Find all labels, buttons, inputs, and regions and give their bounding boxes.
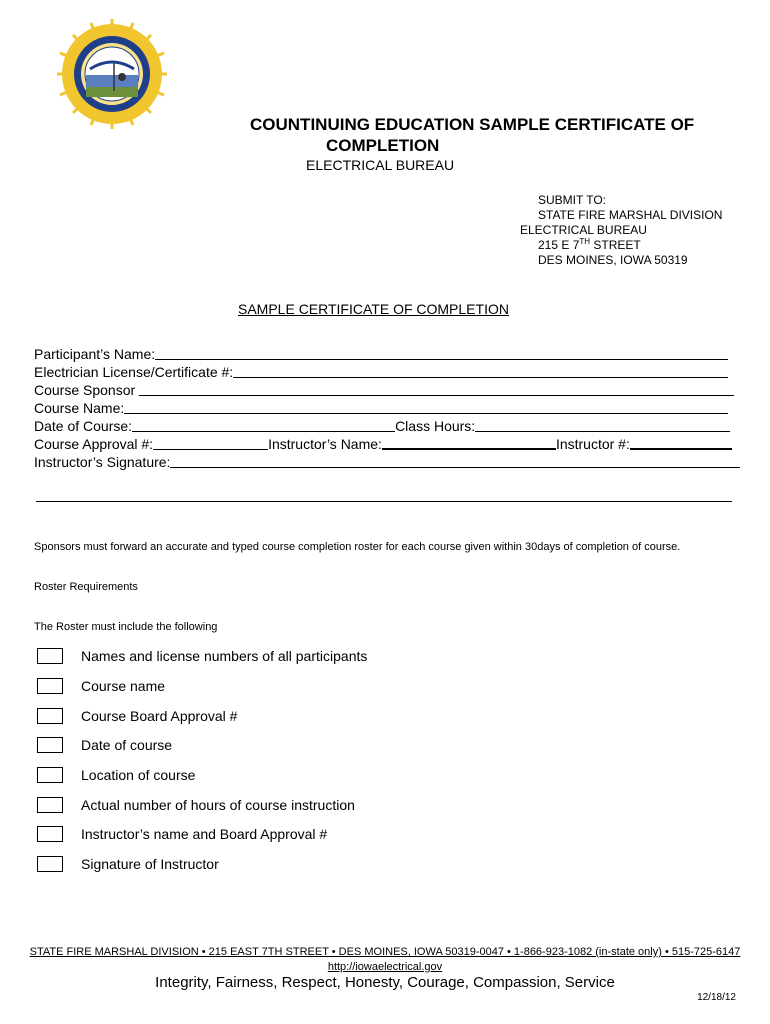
certificate-form [34,344,740,470]
participant-field[interactable] [155,346,728,360]
participant-label: Participant’s Name: [34,346,156,362]
revision-date: 12/18/12 [697,992,736,1003]
checklist-item [37,737,172,753]
checklist-item [37,678,165,694]
submit-label: SUBMIT TO: [538,193,607,207]
checkbox[interactable] [37,708,63,724]
checkbox[interactable] [37,856,63,872]
class-hours-field[interactable] [475,418,730,432]
footer-address: STATE FIRE MARSHAL DIVISION • 215 EAST 7TH STREET • DES MOINES, IOWA 50319-0047 • 1-866-923-1082 (in-state only) • 515-725-6147 [29,946,741,958]
class-hours-label: Class Hours: [395,418,476,434]
iowa-state-seal-icon [52,17,172,131]
submit-line3 [520,238,722,253]
checkbox[interactable] [37,678,63,694]
course-name-label: Course Name: [34,400,125,416]
checklist-item [37,826,327,842]
submit-line2: ELECTRICAL BUREAU [520,223,647,237]
roster-requirements-heading: Roster Requirements [34,581,138,593]
checklist-label: Course name [81,678,166,694]
checklist-item [37,797,355,813]
checkbox[interactable] [37,826,63,842]
sponsor-row [34,380,740,398]
signature-field[interactable] [170,454,740,468]
approval-row [34,434,740,452]
sponsor-field[interactable] [139,382,734,396]
checkbox[interactable] [37,737,63,753]
checklist-item [37,767,195,783]
course-name-row [34,398,740,416]
date-field[interactable] [132,418,395,432]
checklist-item [37,648,367,664]
license-row [34,362,740,380]
instructor-no-field[interactable] [630,435,732,450]
street-number: 215 E 7 [538,238,580,252]
roster-include-text: The Roster must include the following [34,621,218,633]
checklist-item [37,708,237,724]
checklist-label: Location of course [81,767,196,783]
checklist-label: Course Board Approval # [81,708,238,724]
checkbox[interactable] [37,797,63,813]
license-label: Electrician License/Certificate #: [34,364,234,380]
checklist-label: Date of course [81,737,173,753]
sponsor-label: Course Sponsor [34,382,136,398]
checklist-item [37,856,219,872]
checkbox[interactable] [37,648,63,664]
approval-label: Course Approval #: [34,436,154,452]
instructor-name-label: Instructor’s Name: [268,436,382,452]
document-title-line1: COUNTINUING EDUCATION SAMPLE CERTIFICATE OF [250,115,695,134]
document-title-line2: COMPLETION [326,136,440,155]
sponsor-note: Sponsors must forward an accurate and typed course completion roster for each course given within 30days of completion of course. [34,541,681,553]
submit-to-address [520,193,722,268]
footer-website-link[interactable]: http://iowaelectrical.gov [327,961,443,973]
checkbox[interactable] [37,767,63,783]
checklist-label: Names and license numbers of all participants [81,648,368,664]
license-field[interactable] [233,364,728,378]
instructor-name-field[interactable] [382,435,556,450]
footer-motto: Integrity, Fairness, Respect, Honesty, Courage, Compassion, Service [155,974,615,991]
signature-row [34,452,740,470]
bureau-subtitle: ELECTRICAL BUREAU [306,157,455,173]
approval-field[interactable] [153,436,268,450]
checklist-label: Actual number of hours of course instruction [81,797,355,813]
submit-line1: STATE FIRE MARSHAL DIVISION [538,208,723,222]
participant-row [34,344,740,362]
street-name: STREET [590,238,641,252]
sample-certificate-heading: SAMPLE CERTIFICATE OF COMPLETION [238,301,509,317]
submit-line4: DES MOINES, IOWA 50319 [538,253,688,267]
checklist-label: Signature of Instructor [81,856,219,872]
date-row [34,416,740,434]
date-label: Date of Course: [34,418,133,434]
signature-rule [36,501,732,502]
signature-label: Instructor’s Signature: [34,454,171,470]
course-name-field[interactable] [124,400,728,414]
street-suffix: TH [579,237,591,246]
checklist-label: Instructor’s name and Board Approval # [81,826,328,842]
instructor-no-label: Instructor #: [555,436,630,452]
